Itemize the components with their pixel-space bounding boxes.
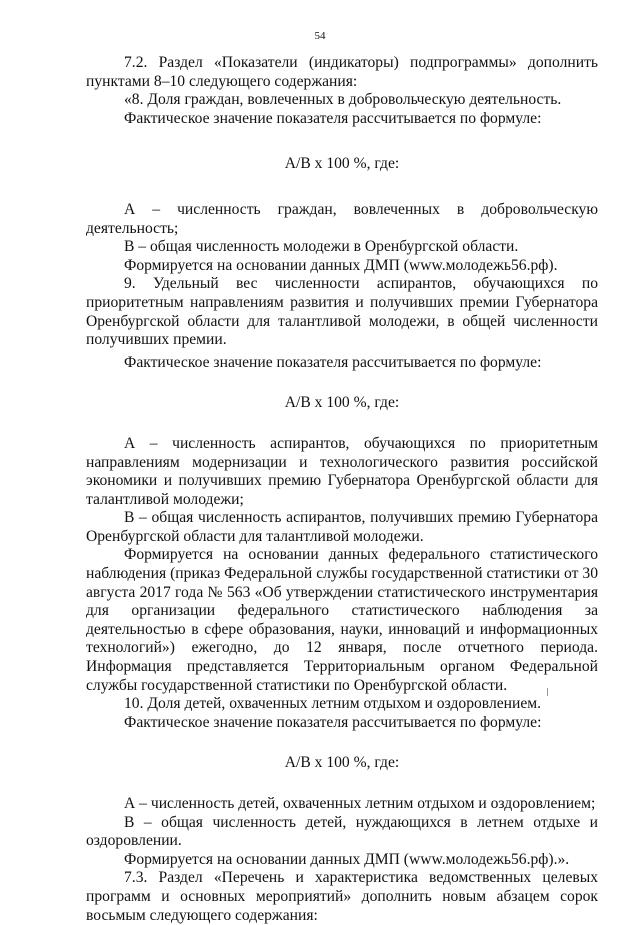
paragraph-7-3: 7.3. Раздел «Перечень и характеристика ведомственных целевых программ и основных мероприятий» дополнить новым абзацем сорок восьмым следующего содержания: <box>86 869 598 924</box>
scan-mark <box>547 688 548 696</box>
formula: А/В х 100 %, где: <box>284 394 400 412</box>
formula-intro: Фактическое значение показателя рассчитывается по формуле: <box>124 713 542 731</box>
definition-b: В – общая численность молодежи в Оренбургской области. <box>124 238 519 256</box>
data-source: Формируется на основании данных ДМП (www.молодежь56.рф).». <box>124 850 570 868</box>
definition-b: В – общая численность детей, нуждающихся в летнем отдыхе и оздоровлении. <box>86 813 598 850</box>
definition-a: А – численность граждан, вовлеченных в добровольческую деятельность; <box>86 200 598 237</box>
formula-intro: Фактическое значение показателя рассчитывается по формуле: <box>124 353 542 371</box>
data-source: Формируется на основании данных федерального статистического наблюдения (приказ Федеральной службы государственной статистики от 30 августа 2017 года № 563 «Об утверждении статистического инструментария для организации федерального статистического наблюдения за деятельностью в сфере образования, науки, инноваций и информационных технологий») ежегодно, до 12 января, после отчетного периода. Информация представляется Территориальным органом Федеральной службы государственной статистики по Оренбургской области. <box>86 546 598 694</box>
page-number: 54 <box>314 30 326 42</box>
definition-a: А – численность аспирантов, обучающихся по приоритетным направлениям модернизации и технологического развития российской экономики и получивших премию Губернатора Оренбургской области для талантливой молодежи; <box>86 434 598 508</box>
item-8-title: «8. Доля граждан, вовлеченных в добровольческую деятельность. <box>124 91 562 109</box>
formula: А/В х 100 %, где: <box>284 155 400 173</box>
data-source: Формируется на основании данных ДМП (www.молодежь56.рф). <box>124 256 558 274</box>
item-9-title: 9. Удельный вес численности аспирантов, обучающихся по приоритетным направлениям развития и получивших премии Губернатора Оренбургской области для талантливой молодежи, в общей численности получивших премии. <box>86 275 598 349</box>
paragraph-7-2: 7.2. Раздел «Показатели (индикаторы) подпрограммы» дополнить пунктами 8–10 следующего содержания: <box>86 54 598 90</box>
formula: А/В х 100 %, где: <box>284 754 400 772</box>
formula-intro: Фактическое значение показателя рассчитывается по формуле: <box>124 109 542 127</box>
definition-b: В – общая численность аспирантов, получивших премию Губернатора Оренбургской области для талантливой молодежи. <box>86 509 598 545</box>
item-10-title: 10. Доля детей, охваченных летним отдыхом и оздоровлением. <box>124 695 542 713</box>
definition-a: А – численность детей, охваченных летним отдыхом и оздоровлением; <box>124 795 596 812</box>
document-body <box>86 54 598 925</box>
